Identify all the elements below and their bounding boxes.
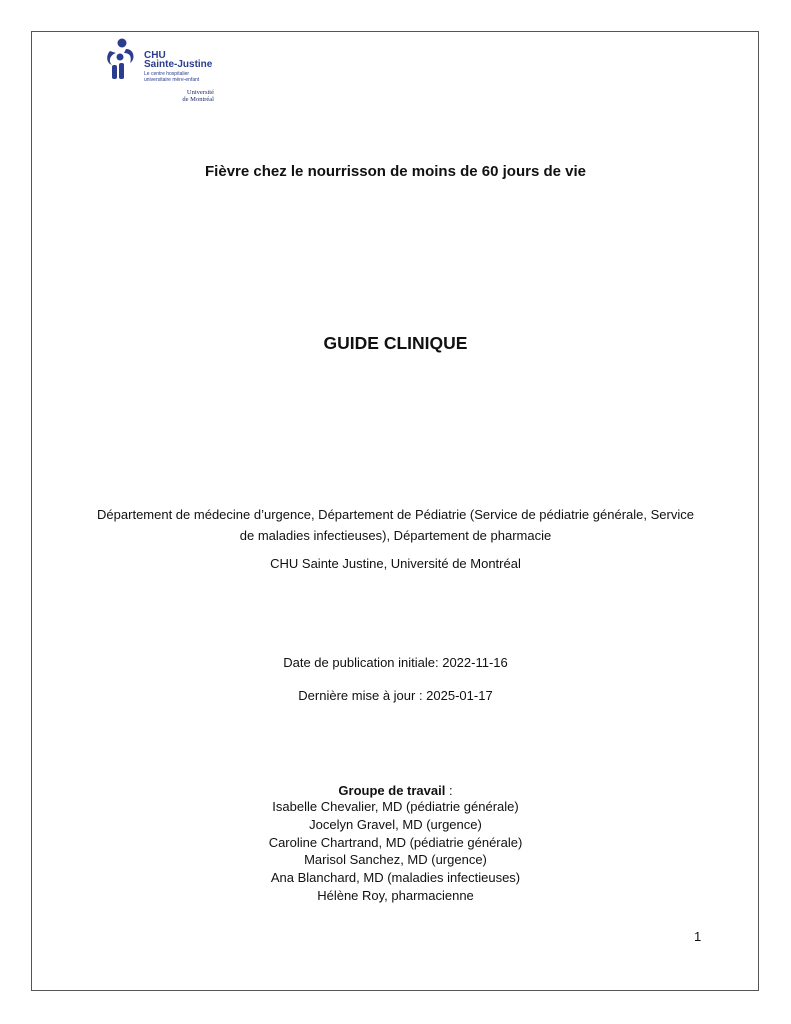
- chu-figures-icon: [104, 37, 144, 87]
- working-group-heading: [0, 783, 791, 798]
- working-group-label: Groupe de travail: [338, 783, 446, 798]
- document-type: GUIDE CLINIQUE: [323, 333, 468, 353]
- departments-line2: de maladies infectieuses), Département de pharmacie: [239, 528, 552, 543]
- page-number: 1: [694, 929, 702, 944]
- member-item: Isabelle Chevalier, MD (pédiatrie générale): [272, 799, 519, 814]
- member-item: Marisol Sanchez, MD (urgence): [304, 852, 487, 868]
- logo-tagline: Le centre hospitalier universitaire mère-enfant: [144, 71, 200, 83]
- working-group-members: [0, 798, 791, 905]
- member-item: Caroline Chartrand, MD (pédiatrie générale): [268, 834, 523, 850]
- member-item: Ana Blanchard, MD (maladies infectieuses): [270, 870, 521, 886]
- chu-sainte-justine-logo: [104, 37, 224, 109]
- departments-line1: Département de médecine d’urgence, Département de Pédiatrie (Service de pédiatrie générale, Service: [97, 507, 694, 522]
- institution: CHU Sainte Justine, Université de Montréal: [270, 556, 521, 571]
- logo-brand-line1: CHU: [144, 50, 166, 61]
- document-title: Fièvre chez le nourrisson de moins de 60 jours de vie: [205, 163, 586, 180]
- member-item: Jocelyn Gravel, MD (urgence): [309, 816, 482, 832]
- last-update-date: Dernière mise à jour : 2025-01-17: [298, 688, 493, 703]
- universite-montreal-logo: [170, 89, 214, 103]
- logo-brand-line2: Sainte-Justine: [144, 59, 213, 70]
- member-item: Hélène Roy, pharmacienne: [317, 887, 474, 903]
- udem-line2: de Montréal: [182, 96, 214, 103]
- publication-date: Date de publication initiale: 2022-11-16: [283, 655, 508, 670]
- udem-line1: Université: [186, 89, 214, 96]
- working-group-colon: :: [445, 783, 453, 798]
- departments: [0, 504, 791, 546]
